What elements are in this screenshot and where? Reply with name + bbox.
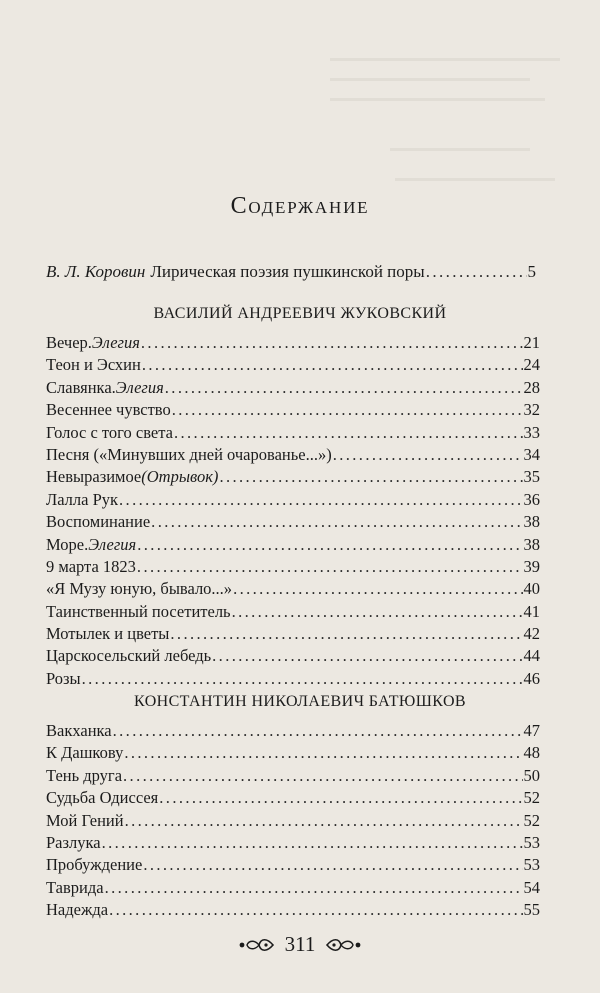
toc-entry (46, 512, 540, 534)
entry-title: Мой Гений (46, 810, 124, 830)
entry-page-number: 48 (523, 743, 540, 763)
dot-leader (170, 624, 522, 644)
toc-entry (46, 378, 540, 400)
entry-page-number: 52 (523, 788, 540, 808)
entry-page-number: 44 (523, 646, 540, 666)
entry-page-number: 34 (523, 444, 540, 464)
dot-leader (143, 855, 522, 875)
dot-leader (125, 811, 523, 831)
entry-title: 9 марта 1823 (46, 556, 136, 576)
dot-leader (212, 646, 522, 666)
dot-leader (151, 512, 522, 532)
entry-page-number: 40 (523, 579, 540, 599)
entry-title: Песня («Минувших дней очарованье...») (46, 444, 332, 464)
entry-title: Надежда (46, 900, 109, 920)
toc-entry (46, 467, 540, 489)
entry-page-number: 47 (523, 721, 540, 740)
entry-page-number: 36 (523, 489, 540, 509)
dot-leader (109, 900, 522, 920)
dot-leader (233, 579, 522, 599)
dot-leader (137, 557, 523, 577)
entry-page-number: 46 (523, 668, 540, 688)
entry-page-number: 53 (523, 832, 540, 852)
toc-entry (46, 788, 540, 810)
dot-leader (165, 378, 523, 398)
dot-leader (141, 333, 523, 353)
bleed-through-line (395, 178, 555, 181)
entry-page-number: 33 (523, 422, 540, 442)
entry-subtitle: Элегия (115, 377, 164, 397)
entry-page-number: 39 (523, 556, 540, 576)
entry-subtitle: Элегия (91, 333, 140, 352)
bleed-through-line (330, 98, 545, 101)
dot-leader (119, 490, 522, 510)
section-heading-batyushkov: КОНСТАНТИН НИКОЛАЕВИЧ БАТЮШКОВ (134, 693, 466, 710)
entry-title: Весеннее чувство (46, 400, 171, 420)
entry-page-number: 54 (523, 877, 540, 897)
dot-leader (124, 743, 522, 763)
ornament-left-icon (237, 936, 275, 954)
entry-title: Вечер. (46, 333, 92, 352)
entry-title: Теон и Эсхин (46, 355, 141, 375)
entry-title: Вакханка (46, 721, 112, 740)
entry-page-number: 42 (523, 624, 540, 644)
toc-entry (46, 855, 540, 877)
entry-title: Розы (46, 668, 81, 688)
entry-title: Судьба Одиссея (46, 788, 159, 808)
toc-entry (46, 445, 540, 467)
dot-leader (426, 262, 527, 282)
entry-page-number: 28 (523, 377, 540, 397)
entry-page-number: 38 (523, 534, 540, 554)
toc-entry (46, 400, 540, 422)
entry-title: Лалла Рук (46, 489, 119, 509)
toc-entry (46, 423, 540, 445)
ornament-right-icon (325, 936, 363, 954)
toc-entry (46, 602, 540, 624)
toc-entry (46, 833, 540, 855)
toc-entry (46, 579, 540, 601)
entry-title: Море. (46, 534, 89, 554)
toc-entry (46, 669, 540, 691)
intro-author: В. Л. Коровин (46, 262, 146, 281)
entry-page-number: 32 (523, 400, 540, 420)
entry-title: «Я Музу юную, бывало...» (46, 579, 233, 599)
toc-entry (46, 900, 540, 922)
entry-title: Пробуждение (46, 855, 143, 875)
toc-entry (46, 333, 540, 355)
section-heading-zhukovsky: ВАСИЛИЙ АНДРЕЕВИЧ ЖУКОВСКИЙ (153, 305, 447, 322)
entry-subtitle: Элегия (88, 534, 137, 554)
entry-title: Разлука (46, 832, 101, 852)
toc-entry (46, 878, 540, 900)
dot-leader (172, 400, 523, 420)
dot-leader (102, 833, 523, 853)
toc-list-zhukovsky (46, 333, 540, 691)
intro-title: Лирическая поэзия пушкинской поры (150, 262, 425, 281)
entry-page-number: 41 (523, 601, 540, 621)
dot-leader (333, 445, 523, 465)
entry-title: Таврида (46, 877, 104, 897)
entry-page-number: 55 (523, 900, 540, 920)
entry-page-number: 21 (523, 333, 540, 352)
bleed-through-line (390, 148, 530, 151)
toc-entry (46, 535, 540, 557)
toc-list-batyushkov (46, 721, 540, 923)
toc-entry (46, 624, 540, 646)
entry-title: Воспоминание (46, 512, 151, 532)
entry-title: Славянка. (46, 377, 116, 397)
dot-leader (159, 788, 522, 808)
entry-subtitle: (Отрывок) (141, 467, 219, 487)
toc-entry (46, 721, 540, 743)
toc-entry (46, 490, 540, 512)
page-title: Содержание (230, 193, 370, 219)
entry-page-number: 50 (523, 765, 540, 785)
entry-page-number: 35 (523, 467, 540, 487)
entry-title: Царскосельский лебедь (46, 646, 212, 666)
entry-title: Невыразимое (46, 467, 142, 487)
dot-leader (113, 721, 523, 741)
toc-entry (46, 557, 540, 579)
toc-entry (46, 811, 540, 833)
bleed-through-line (330, 78, 530, 81)
dot-leader (232, 602, 523, 622)
entry-title: Мотылек и цветы (46, 624, 170, 644)
dot-leader (82, 669, 523, 689)
dot-leader (137, 535, 522, 555)
intro-page-number: 5 (527, 262, 536, 281)
entry-page-number: 24 (523, 355, 540, 375)
entry-title: Голос с того света (46, 422, 173, 442)
dot-leader (123, 766, 522, 786)
dot-leader (174, 423, 523, 443)
entry-page-number: 38 (523, 512, 540, 532)
entry-page-number: 52 (523, 810, 540, 830)
entry-title: Тень друга (46, 765, 123, 785)
toc-entry (46, 355, 540, 377)
entry-title: К Дашкову (46, 743, 124, 763)
dot-leader (142, 355, 523, 375)
entry-page-number: 53 (523, 855, 540, 875)
toc-entry (46, 743, 540, 765)
page-footer (0, 932, 600, 957)
intro-entry (46, 262, 536, 282)
bleed-through-line (330, 58, 560, 61)
entry-title: Таинственный посетитель (46, 601, 231, 621)
dot-leader (105, 878, 523, 898)
page-number: 311 (284, 932, 316, 956)
dot-leader (219, 467, 522, 487)
toc-entry (46, 766, 540, 788)
toc-entry (46, 646, 540, 668)
